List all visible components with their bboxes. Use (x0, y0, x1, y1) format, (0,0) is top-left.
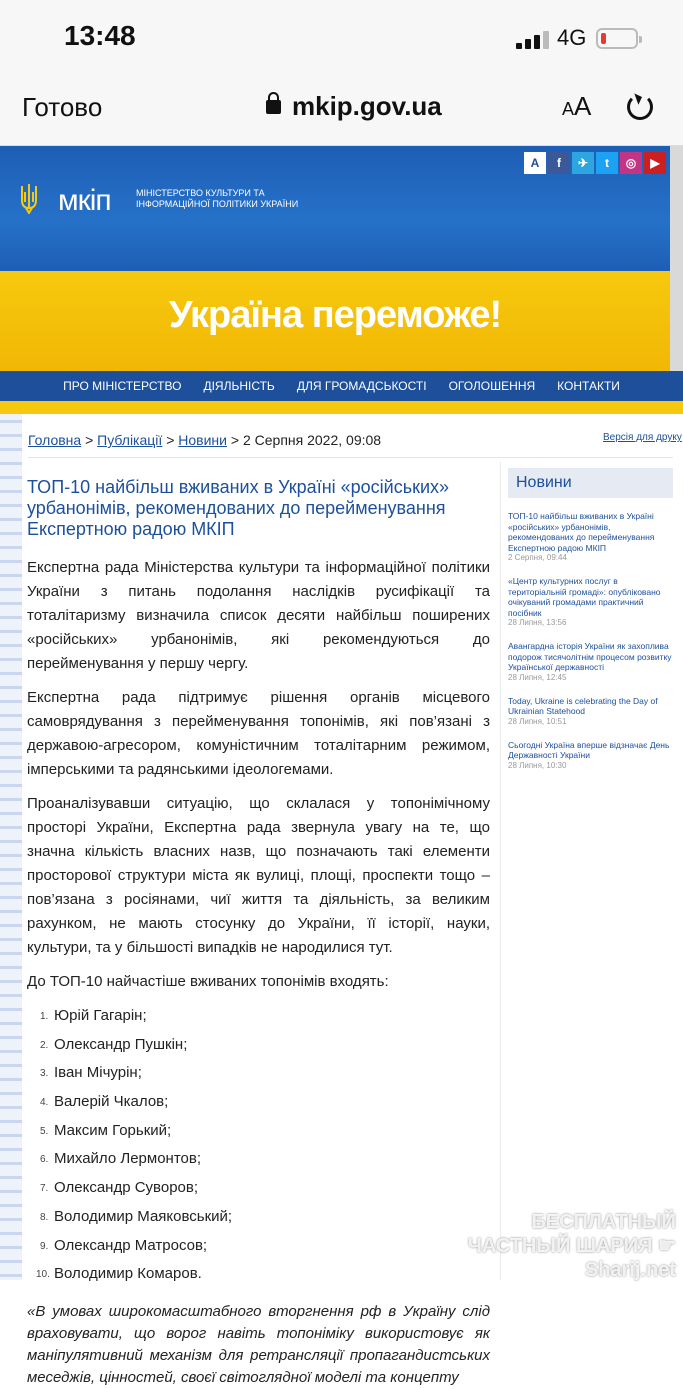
list-item: 8. Володимир Маяковський; (40, 1207, 233, 1225)
slogan: Україна переможе! (168, 294, 502, 336)
article-title: ТОП-10 найбільш вживаних в Україні «російських» урбанонімів, рекомендованих до перейменування Експертною радою МКІП (27, 477, 450, 539)
lock-icon (266, 100, 281, 114)
twitter-icon[interactable]: t (596, 152, 618, 174)
news-title[interactable]: Авангардна історія України як захоплива подорож тисячолітнім процесом розвитку Української державності (508, 641, 672, 672)
nav-item-activity[interactable]: ДІЯЛЬНІСТЬ (203, 379, 275, 393)
news-title[interactable]: Today, Ukraine is celebrating the Day of Ukrainian Statehood (508, 695, 658, 716)
signal-icon (516, 29, 550, 49)
list-item: 3. Іван Мічурін; (40, 1064, 142, 1082)
article-paragraph: Проаналізувавши ситуацію, що склалася у топонімічному просторі України, Експертна рада звернула увагу на те, що значна кількість власних назв, що позначають такі елементи просторової структури міста як вулиці, площі, проспекти тощо – пов’язана з росіянами, чиї життя та діяльність, за великим рахунком, не мають стосунку до України, її історії, науки, культури, та у більшості випадків не народилися тут. (27, 795, 490, 956)
article-paragraph: Експертна рада підтримує рішення органів місцевого самоврядування з перейменування топонімів, які пов’язані з державою-агресором, комуністичним тоталітарним режимом, імперськими та радянськими ідеологемами. (27, 689, 490, 778)
text-size-button[interactable]: AA (562, 91, 592, 121)
breadcrumb-news[interactable]: Новини (178, 432, 227, 448)
nav-item-ministry[interactable]: ПРО МІНІСТЕРСТВО (63, 379, 182, 393)
article-paragraph: Експертна рада Міністерства культури та інформаційної політики України з питань подолання наслідків русифікації та тоталітаризму визначила список десяти найбільш поширених «російських» урбанонімів, які рекомендуються до перейменування у першу чергу. (27, 559, 490, 672)
status-bar (0, 0, 683, 80)
site-banner (0, 146, 683, 414)
list-item: 4. Валерій Чкалов; (40, 1093, 169, 1111)
telegram-icon[interactable]: ✈ (572, 152, 594, 174)
list-item: 1. Юрій Гагарін; (40, 1007, 147, 1024)
news-date: 28 Липня, 12:45 (508, 672, 567, 682)
list-item: 2. Олександр Пушкін; (40, 1035, 188, 1053)
side-ornament (0, 414, 22, 1280)
list-item: 6. Михайло Лермонтов; (40, 1150, 202, 1168)
text-size-icon[interactable]: A (524, 152, 546, 174)
status-time: 13:48 (64, 20, 136, 51)
news-item[interactable] (508, 576, 673, 628)
news-title[interactable]: Сьогодні Україна вперше відзначає День Державності України (508, 739, 670, 760)
network-type: 4G (557, 25, 587, 50)
nav-item-public[interactable]: ДЛЯ ГРОМАДСЬКОСТІ (296, 379, 427, 393)
battery-icon (596, 28, 638, 49)
breadcrumb-home[interactable]: Головна (28, 432, 82, 448)
nav-item-contacts[interactable]: КОНТАКТИ (557, 379, 620, 393)
news-item[interactable] (508, 641, 673, 683)
news-sidebar (508, 468, 673, 784)
toponym-list (27, 1002, 490, 1289)
print-version-link[interactable]: Версія для друку (603, 432, 682, 443)
main-nav (0, 371, 683, 401)
list-item: 9. Олександр Матросов; (40, 1236, 208, 1254)
url-field[interactable]: mkip.gov.ua (292, 91, 442, 121)
news-date: 28 Липня, 13:56 (508, 618, 567, 627)
article-paragraph: До ТОП-10 найчастіше вживаних топонімів входять: (27, 973, 389, 990)
instagram-icon[interactable]: ◎ (620, 152, 642, 174)
trident-icon (18, 182, 40, 214)
reload-icon[interactable] (627, 94, 653, 120)
facebook-icon[interactable]: f (548, 152, 570, 174)
news-date: 2 Серпня, 09:44 (508, 553, 567, 562)
breadcrumb-current: 2 Серпня 2022, 09:08 (242, 432, 382, 448)
news-date: 28 Липня, 10:30 (508, 760, 567, 770)
news-item[interactable] (508, 696, 673, 727)
social-links (524, 152, 666, 174)
list-item: 10. Володимир Комаров. (36, 1265, 202, 1283)
news-item[interactable] (508, 740, 673, 771)
done-button[interactable]: Готово (22, 92, 103, 122)
ministry-name: МІНІСТЕРСТВО КУЛЬТУРИ ТА ІНФОРМАЦІЙНОЇ ПОЛІТИКИ УКРАЇНИ (136, 188, 299, 209)
list-item: 5. Максим Горький; (40, 1121, 172, 1139)
watermark: БЕСПЛАТНЫЙ ЧАСТНЫЙ ШАРИЯ ☛ Sharij.net (467, 1211, 676, 1281)
breadcrumb: Головна > Публікації > Новини > 2 Серпня 2022, 09:08 (28, 432, 382, 448)
sidebar-heading: Новини (508, 468, 673, 498)
article (27, 477, 490, 1389)
list-item: 7. Олександр Суворов; (40, 1179, 199, 1197)
youtube-icon[interactable]: ▶ (644, 152, 666, 174)
news-date: 28 Липня, 10:51 (508, 716, 567, 726)
browser-bar (0, 80, 683, 146)
news-title[interactable]: ТОП-10 найбільш вживаних в Україні «російських» урбанонімів, рекомендованих до перейменування Експертною радою МКІП (508, 511, 655, 553)
news-item[interactable] (508, 511, 673, 563)
news-title[interactable]: «Центр культурних послуг в територіальній громаді»: опубліковано очікуваний громадами практичний посібник (508, 576, 661, 618)
nav-item-announcements[interactable]: ОГОЛОШЕННЯ (448, 379, 536, 393)
article-quote: «В умовах широкомасштабного вторгнення рф в Україну слід враховувати, що ворог навіть топоніміку використовує як маніпулятивний механізм для ретрансляції пропагандистських меседжів, цінностей, своєї світоглядної моделі та концепту (27, 1302, 490, 1386)
site-logo[interactable]: мкіп (58, 184, 111, 217)
breadcrumb-publications[interactable]: Публікації (97, 432, 163, 448)
